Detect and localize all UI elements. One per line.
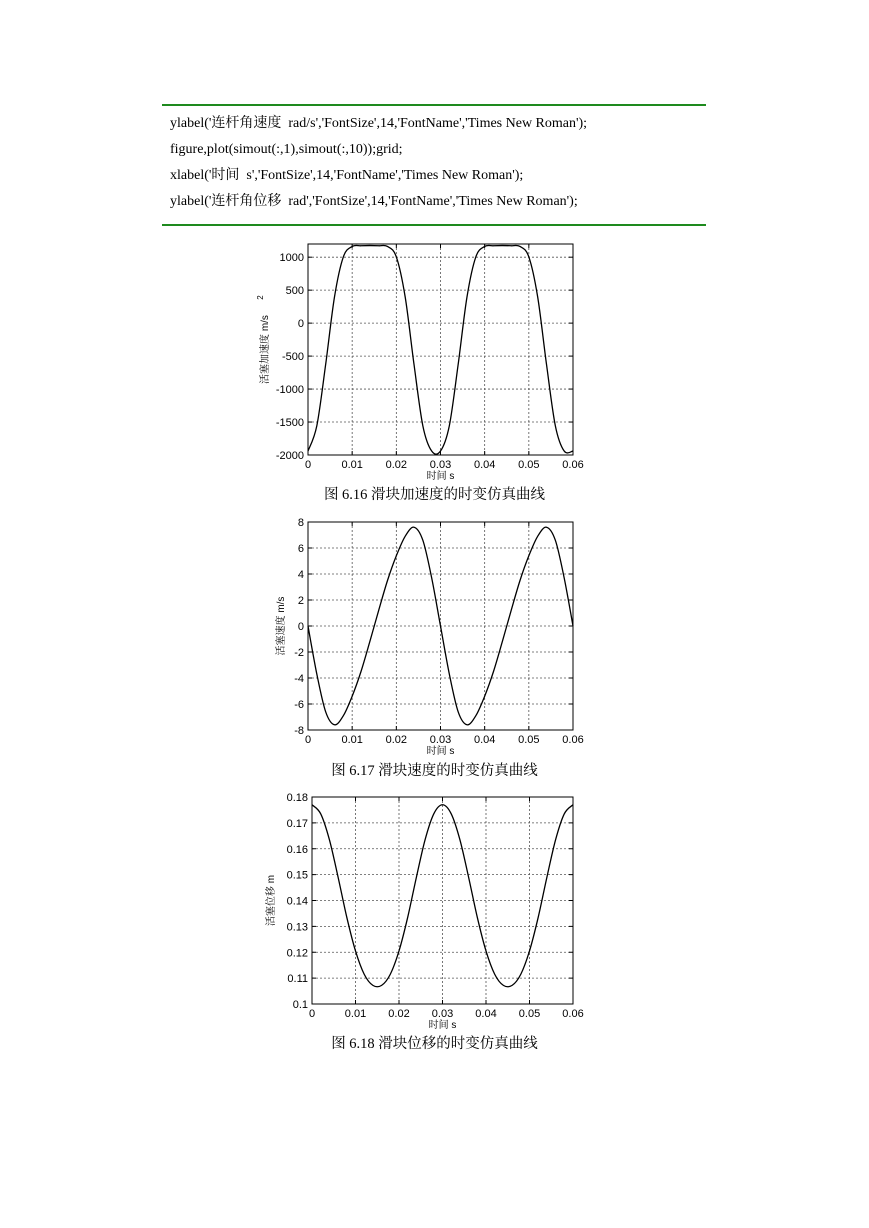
y-tick-label: 0.11 (287, 973, 308, 986)
acceleration-chart (0, 240, 869, 480)
x-tick-label: 0 (304, 734, 312, 746)
y-tick-label: 0.14 (286, 895, 308, 908)
y-tick-label: 0.13 (286, 921, 308, 934)
y-tick-label: -1000 (275, 384, 304, 397)
y-tick-label: 0.12 (286, 947, 308, 960)
x-tick-label: 0.03 (431, 1008, 454, 1020)
x-tick-label: 0.03 (429, 459, 452, 471)
y-tick-label: 500 (285, 285, 304, 298)
x-tick-label: 0.03 (429, 734, 452, 746)
x-tick-label: 0.05 (518, 459, 540, 471)
bottom-rule (162, 224, 706, 226)
y-tick-label: 0 (297, 621, 304, 633)
y-tick-label: 0.16 (286, 843, 308, 856)
x-tick-label: 0.06 (562, 734, 584, 746)
code-line: ylabel('连杆角位移 rad','FontSize',14,'FontName','Times New Roman'); (170, 194, 578, 209)
y-tick-label: -2 (294, 647, 304, 659)
x-tick-label: 0.01 (341, 734, 363, 746)
y-tick-label: 0.15 (286, 869, 308, 882)
y-axis-label: 活塞位移 m (266, 874, 277, 927)
velocity-chart (0, 514, 869, 762)
y-axis-label: 活塞加速度 m/s (260, 315, 271, 384)
y-tick-label: 4 (297, 569, 304, 581)
y-axis-label-superscript: 2 (256, 295, 265, 300)
y-tick-label: 6 (297, 543, 304, 555)
x-tick-label: 0.04 (475, 1008, 497, 1020)
y-tick-label: -8 (294, 725, 304, 737)
y-tick-label: 0 (297, 318, 304, 331)
x-tick-label: 0.02 (385, 734, 408, 746)
y-tick-label: -4 (294, 673, 304, 685)
x-tick-label: 0.04 (473, 459, 496, 471)
x-axis-label: 时间 s (428, 1020, 457, 1031)
x-axis-label: 时间 s (426, 471, 455, 482)
x-tick-label: 0.02 (388, 1008, 410, 1020)
y-tick-label: 8 (297, 517, 304, 529)
y-tick-label: -500 (281, 351, 304, 364)
figure-caption: 图 6.16 滑块加速度的时变仿真曲线 (323, 487, 546, 503)
x-tick-label: 0.05 (518, 1008, 541, 1020)
code-line: figure,plot(simout(:,1),simout(:,10));grid; (170, 142, 403, 157)
y-tick-label: 2 (297, 595, 304, 607)
y-tick-label: -1500 (275, 417, 304, 430)
y-tick-label: 0.17 (286, 817, 308, 830)
x-tick-label: 0.06 (562, 1008, 584, 1020)
x-tick-label: 0 (308, 1008, 316, 1020)
y-tick-label: -6 (294, 699, 304, 711)
x-tick-label: 0.01 (344, 1008, 367, 1020)
series-line (312, 805, 573, 987)
y-tick-label: -2000 (275, 450, 304, 462)
code-line: ylabel('连杆角速度 rad/s','FontSize',14,'FontName','Times New Roman'); (170, 116, 588, 131)
figure-caption: 图 6.17 滑块速度的时变仿真曲线 (331, 763, 538, 779)
y-axis-label: 活塞速度 m/s (276, 596, 287, 656)
x-tick-label: 0.04 (473, 734, 496, 746)
figure-caption: 图 6.18 滑块位移的时变仿真曲线 (331, 1036, 538, 1052)
x-tick-label: 0 (304, 459, 312, 471)
code-line: xlabel('时间 s','FontSize',14,'FontName','Times New Roman'); (170, 168, 524, 183)
code-block (170, 111, 710, 215)
top-rule (162, 104, 706, 106)
x-tick-label: 0.06 (562, 459, 584, 471)
y-tick-label: 0.18 (286, 792, 308, 804)
x-tick-label: 0.05 (518, 734, 540, 746)
x-axis-label: 时间 s (426, 746, 455, 757)
x-tick-label: 0.02 (385, 459, 408, 471)
x-tick-label: 0.01 (341, 459, 363, 471)
y-tick-label: 0.1 (292, 999, 308, 1011)
displacement-chart (0, 790, 869, 1035)
y-tick-label: 1000 (279, 252, 304, 265)
